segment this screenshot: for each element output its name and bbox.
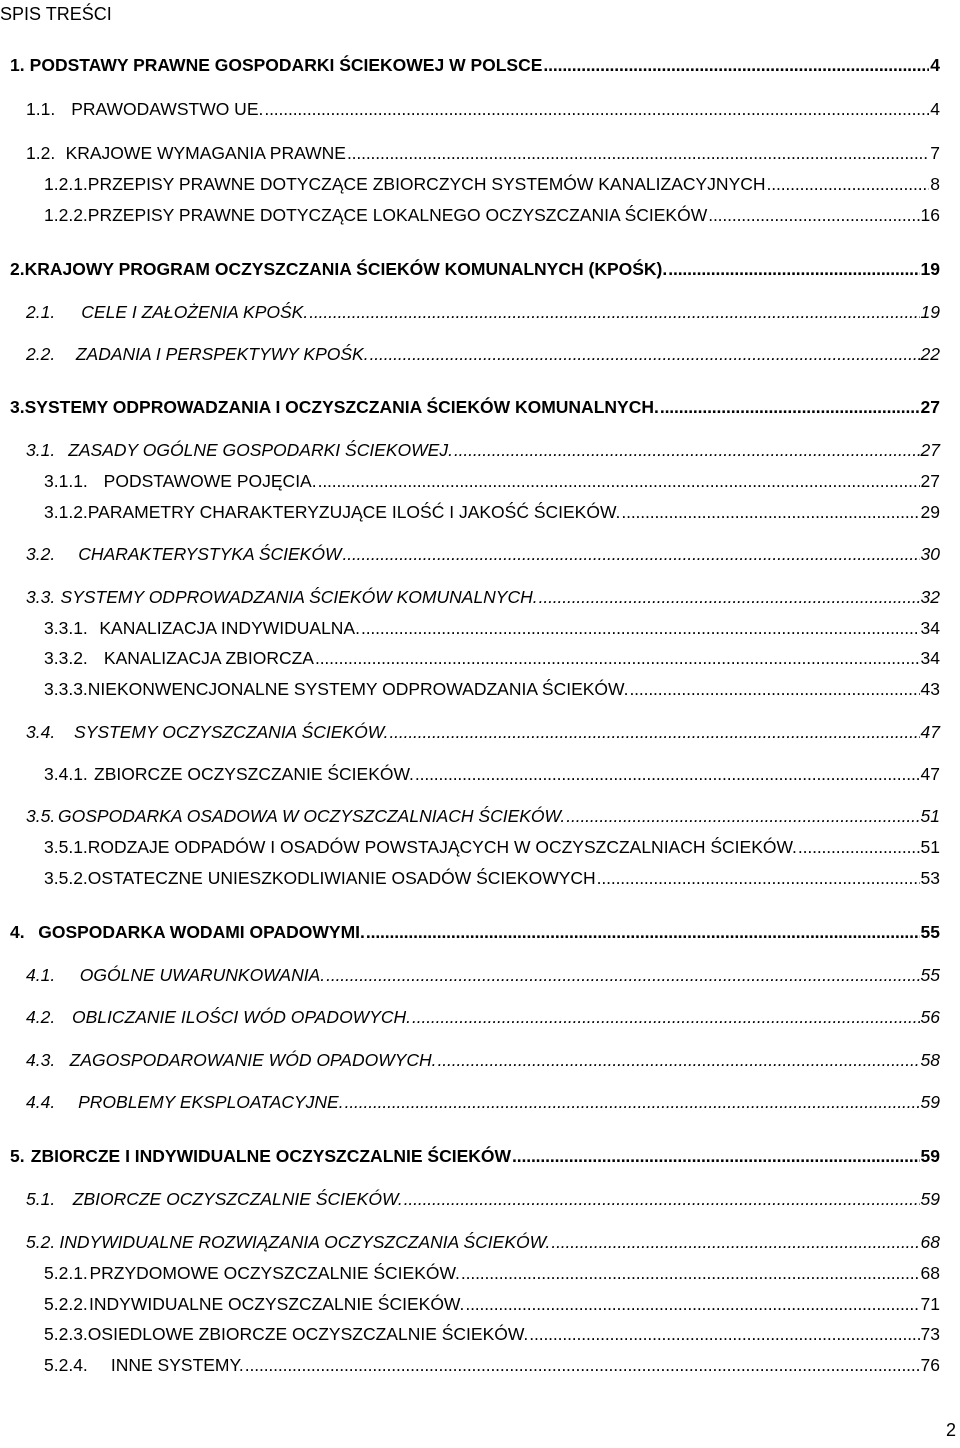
toc-entry-title: PRAWODAWSTWO UE. [71,99,264,119]
toc-entry-page: 76 [920,1355,940,1375]
toc-entry-number: 3.1. [26,440,56,460]
toc-entry-title: PRZEPISY PRAWNE DOTYCZĄCE LOKALNEGO OCZYSZCZANIA ŚCIEKÓW [87,205,708,225]
toc-entry[interactable] [0,541,940,567]
toc-dot-leader [361,615,920,641]
toc-dot-leader [415,761,920,787]
toc-dot-leader [404,1186,920,1212]
toc-entry-title: GOSPODARKA OSADOWA W OCZYSZCZALNIACH ŚCIEKÓW. [58,806,566,826]
toc-entry-title: SYSTEMY OCZYSZCZANIA ŚCIEKÓW. [74,722,389,742]
toc-entry[interactable] [0,341,940,367]
toc-dot-leader [551,1229,919,1255]
toc-dot-leader [512,1143,919,1169]
toc-entry-page: 56 [920,1007,940,1027]
toc-entry[interactable] [0,52,940,78]
toc-entry-number: 2.2. [26,344,56,364]
toc-entry-number: 4.1. [26,965,56,985]
toc-dot-leader [347,140,929,166]
toc-entry-title: ZBIORCZE OCZYSZCZANIE ŚCIEKÓW. [94,764,414,784]
toc-dot-leader [465,1291,919,1317]
toc-dot-leader [389,719,919,745]
toc-dot-leader [366,919,920,945]
toc-entry-number: 3.3. [26,587,56,607]
toc-entry-number: 4.4. [26,1092,56,1112]
toc-entry[interactable] [0,719,940,745]
toc-entry[interactable] [0,1229,940,1255]
toc-entry-number: 5.2. [26,1232,56,1252]
toc-entry-number: 3.2. [26,544,56,564]
toc-dot-leader [315,645,920,671]
toc-entry-title: GOSPODARKA WODAMI OPADOWYMI. [38,922,365,942]
toc-entry-page: 30 [920,544,940,564]
toc-entry-page: 22 [920,344,940,364]
toc-entry[interactable] [0,1089,940,1115]
toc-entry-page: 59 [920,1146,940,1166]
toc-entry[interactable] [0,437,940,463]
toc-entry-page: 4 [930,55,940,75]
toc-entry-title: PARAMETRY CHARAKTERYZUJĄCE ILOŚĆ I JAKOŚĆ ŚCIEKÓW. [87,502,621,522]
toc-dot-leader [461,1260,920,1286]
toc-entry-page: 59 [920,1092,940,1112]
toc-entry[interactable] [0,962,940,988]
toc-entry[interactable] [0,468,940,494]
toc-entry-number: 3.3.2. [44,648,88,668]
toc-entry[interactable] [0,256,940,282]
toc-entry[interactable] [0,171,940,197]
toc-entry-number: 1. [10,55,25,75]
toc-dot-leader [798,834,920,860]
toc-entry-number: 3. [10,397,25,417]
toc-title: SPIS TREŚCI [0,4,112,24]
toc-entry[interactable] [0,1186,940,1212]
toc-dot-leader [543,52,929,78]
toc-entry[interactable] [0,1291,940,1317]
toc-entry-number: 3.5.1. [44,837,88,857]
toc-entry[interactable] [0,394,940,420]
toc-entry[interactable] [0,1004,940,1030]
toc-entry-page: 19 [920,302,940,322]
toc-entry-number: 2.1. [26,302,56,322]
toc-entry-number: 5.2.3. [44,1324,88,1344]
toc-entry[interactable] [0,919,940,945]
toc-entry-title: SYSTEMY ODPROWADZANIA ŚCIEKÓW KOMUNALNYCH. [60,587,538,607]
toc-entry-page: 27 [920,397,940,417]
toc-entry-title: KRAJOWY PROGRAM OCZYSZCZANIA ŚCIEKÓW KOMUNALNYCH (KPOŚK). [24,259,668,279]
toc-entry-page: 47 [920,764,940,784]
toc-entry-page: 27 [920,440,940,460]
toc-entry[interactable] [0,803,940,829]
toc-entry-title: OSIEDLOWE ZBIORCZE OCZYSZCZALNIE ŚCIEKÓW. [87,1324,529,1344]
toc-entry-page: 34 [920,618,940,638]
toc-entry-title: KANALIZACJA ZBIORCZA [103,648,314,668]
toc-entry-title: ZAGOSPODAROWANIE WÓD OPADOWYCH. [69,1050,437,1070]
toc-entry-number: 3.3.1. [44,618,88,638]
toc-entry-title: ZADANIA I PERSPEKTYWY KPOŚK. [75,344,369,364]
toc-entry-title: KRAJOWE WYMAGANIA PRAWNE [65,143,346,163]
toc-entry-number: 3.4.1. [44,764,88,784]
toc-entry-title: CELE I ZAŁOŻENIA KPOŚK. [81,302,309,322]
toc-dot-leader [597,865,920,891]
toc-dot-leader [245,1352,920,1378]
toc-dot-leader [566,803,919,829]
toc-entry-page: 71 [920,1294,940,1314]
toc-dot-leader [264,96,929,122]
toc-entry[interactable] [0,615,940,641]
toc-entry[interactable] [0,299,940,325]
toc-dot-leader [326,962,919,988]
toc-dot-leader [318,468,920,494]
toc-dot-leader [629,676,919,702]
toc-entry[interactable] [0,1260,940,1286]
toc-entry-title: SYSTEMY ODPROWADZANIA I OCZYSZCZANIA ŚCIEKÓW KOMUNALNYCH. [24,397,659,417]
toc-entry-number: 3.1.1. [44,471,88,491]
toc-entry[interactable] [0,865,940,891]
toc-dot-leader [621,499,919,525]
toc-entry-title: PODSTAWY PRAWNE GOSPODARKI ŚCIEKOWEJ W POLSCE [29,55,543,75]
toc-entry[interactable] [0,584,940,610]
toc-entry[interactable] [0,499,940,525]
toc-entry[interactable] [0,676,940,702]
toc-entry-title: CHARAKTERYSTYKA ŚCIEKÓW [78,544,342,564]
toc-entry-number: 4.3. [26,1050,56,1070]
toc-entry-page: 8 [930,174,940,194]
toc-entry-page: 73 [920,1324,940,1344]
toc-entry-page: 43 [920,679,940,699]
toc-entry-title: PRZYDOMOWE OCZYSZCZALNIE ŚCIEKÓW. [89,1263,460,1283]
toc-dot-leader [438,1047,920,1073]
toc-entry-page: 53 [920,868,940,888]
toc-entry-title: INNE SYSTEMY. [110,1355,244,1375]
toc-entry-page: 4 [930,99,940,119]
toc-entry-page: 51 [920,806,940,826]
toc-entry-title: INDYWIDUALNE OCZYSZCZALNIE ŚCIEKÓW. [89,1294,465,1314]
toc-entry[interactable] [0,140,940,166]
toc-entry-title: NIEKONWENCJONALNE SYSTEMY ODPROWADZANIA ŚCIEKÓW. [87,679,629,699]
toc-entry-page: 68 [920,1232,940,1252]
toc-entry-number: 4. [10,922,25,942]
toc-entry-page: 68 [920,1263,940,1283]
toc-dot-leader [343,541,920,567]
toc-entry-number: 1.2. [26,143,56,163]
toc-dot-leader [309,299,919,325]
toc-entry-number: 3.5.2. [44,868,88,888]
toc-entry-page: 59 [920,1189,940,1209]
toc-entry-number: 5.2.4. [44,1355,88,1375]
toc-entry-title: ZBIORCZE I INDYWIDUALNE OCZYSZCZALNIE ŚCIEKÓW [30,1146,512,1166]
toc-entry-number: 3.4. [26,722,56,742]
toc-entry-page: 19 [920,259,940,279]
toc-dot-leader [660,394,920,420]
toc-entry-number: 3.5. [26,806,56,826]
toc-entry-page: 51 [920,837,940,857]
toc-entry-title: OBLICZANIE ILOŚCI WÓD OPADOWYCH. [71,1007,412,1027]
toc-entry[interactable] [0,1321,940,1347]
toc-entry-title: INDYWIDUALNE ROZWIĄZANIA OCZYSZCZANIA ŚCIEKÓW. [59,1232,551,1252]
toc-entry[interactable] [0,202,940,228]
toc-entry-number: 5. [10,1146,25,1166]
toc-entry-title: ZBIORCZE OCZYSZCZALNIE ŚCIEKÓW. [72,1189,403,1209]
toc-entry-number: 5.1. [26,1189,56,1209]
toc-entry-page: 29 [920,502,940,522]
toc-entry-page: 55 [920,922,940,942]
toc-entry-title: KANALIZACJA INDYWIDUALNA. [99,618,360,638]
toc-entry-number: 3.1.2. [44,502,88,522]
toc-entry-title: PROBLEMY EKSPLOATACYJNE. [78,1092,344,1112]
toc-entry-title: ZASADY OGÓLNE GOSPODARKI ŚCIEKOWEJ. [68,440,453,460]
toc-entry-number: 1.1. [26,99,56,119]
toc-entry-title: PRZEPISY PRAWNE DOTYCZĄCE ZBIORCZYCH SYSTEMÓW KANALIZACYJNYCH [87,174,766,194]
toc-dot-leader [412,1004,920,1030]
toc-entry-number: 3.3.3. [44,679,88,699]
toc-entry-page: 27 [920,471,940,491]
toc-dot-leader [345,1089,920,1115]
toc-entry-number: 5.2.2. [44,1294,88,1314]
toc-entry-page: 32 [920,587,940,607]
toc-dot-leader [668,256,919,282]
toc-entry-title: PODSTAWOWE POJĘCIA. [103,471,317,491]
toc-entry-title: OGÓLNE UWARUNKOWANIA. [79,965,326,985]
toc-entry[interactable] [0,96,940,122]
toc-entry[interactable] [0,1047,940,1073]
toc-entry-title: RODZAJE ODPADÓW I OSADÓW POWSTAJĄCYCH W OCZYSZCZALNIACH ŚCIEKÓW. [87,837,797,857]
toc-entry-number: 1.2.1. [44,174,88,194]
toc-entry[interactable] [0,761,940,787]
toc-entry-page: 16 [920,205,940,225]
toc-entry[interactable] [0,645,940,671]
toc-entry-page: 7 [930,143,940,163]
toc-entry-page: 47 [920,722,940,742]
page-number: 2 [945,1420,956,1440]
toc-dot-leader [529,1321,919,1347]
toc-entry-number: 4.2. [26,1007,56,1027]
toc-entry-number: 5.2.1. [44,1263,88,1283]
toc-dot-leader [454,437,920,463]
toc-dot-leader [767,171,930,197]
toc-entry-number: 1.2.2. [44,205,88,225]
toc-entry[interactable] [0,1352,940,1378]
toc-entry-number: 2. [10,259,25,279]
toc-entry[interactable] [0,1143,940,1169]
toc-dot-leader [539,584,920,610]
toc-entry-page: 58 [920,1050,940,1070]
toc-dot-leader [370,341,920,367]
toc-dot-leader [708,202,919,228]
toc-entry[interactable] [0,834,940,860]
toc-entry-page: 34 [920,648,940,668]
toc-entry-page: 55 [920,965,940,985]
toc-entry-title: OSTATECZNE UNIESZKODLIWIANIE OSADÓW ŚCIEKOWYCH [87,868,596,888]
